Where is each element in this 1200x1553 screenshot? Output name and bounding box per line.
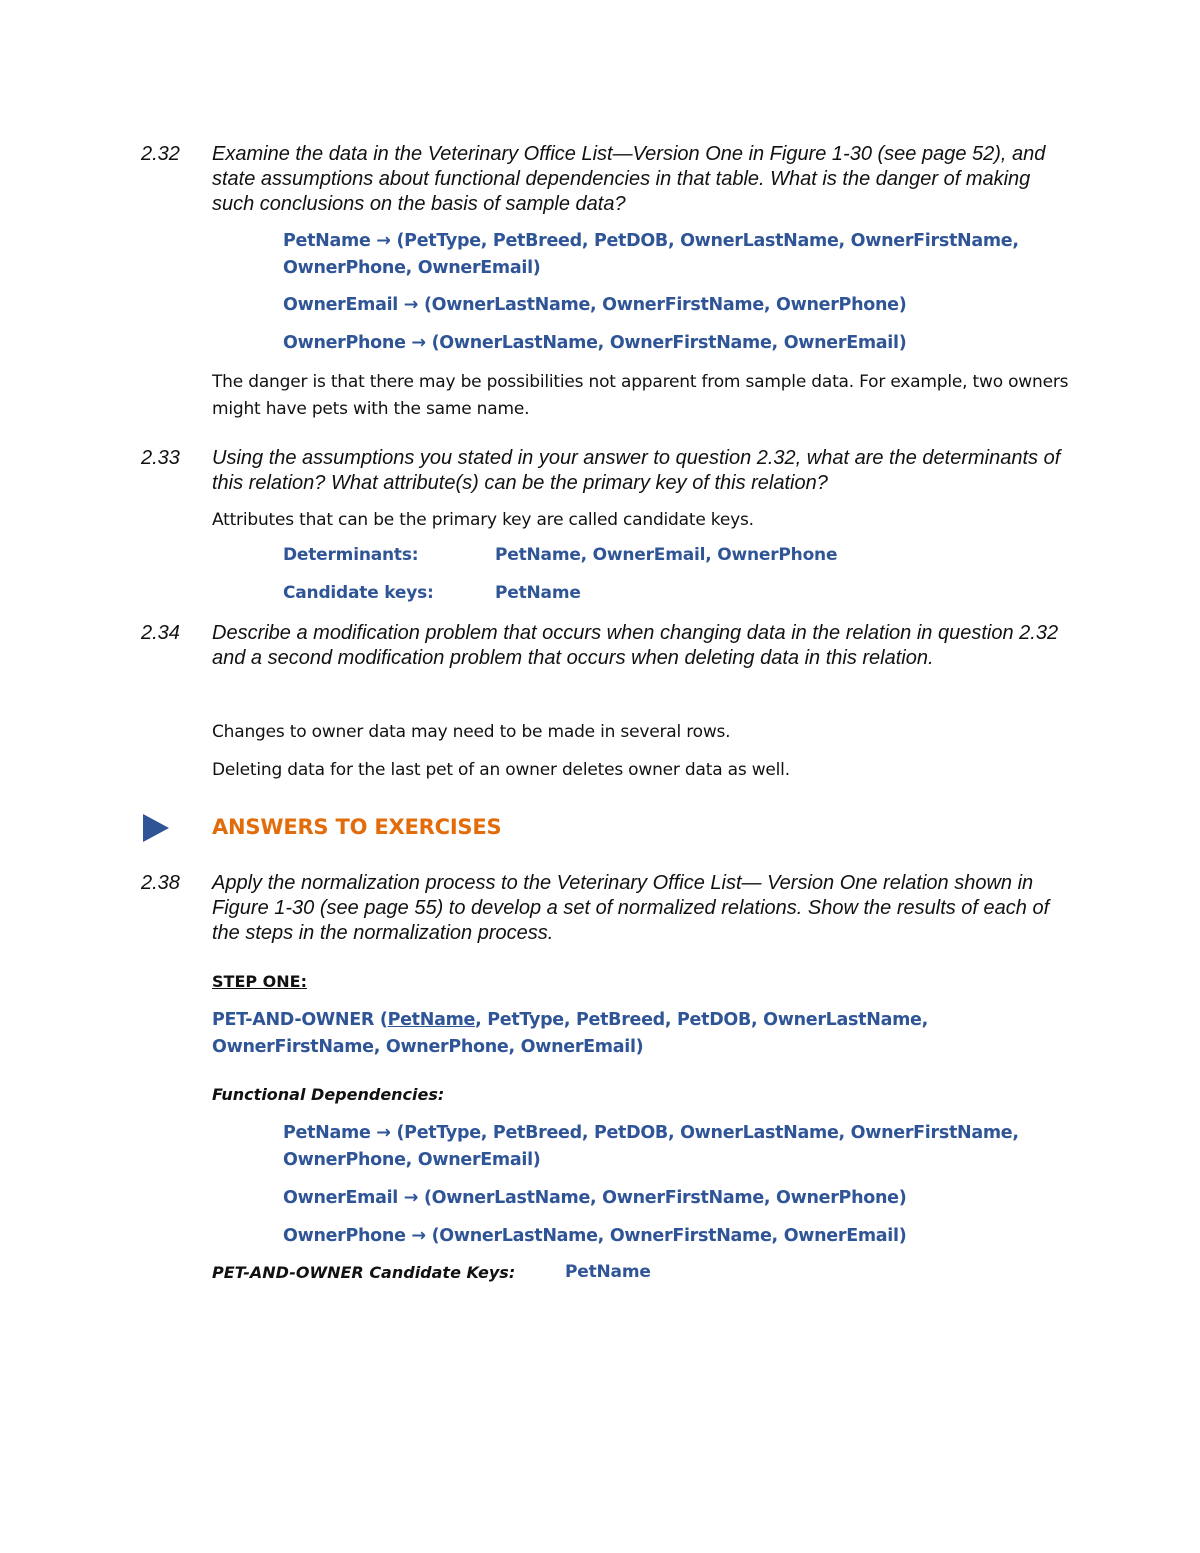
answer-text: Changes to owner data may need to be made in several rows.	[212, 722, 731, 742]
functional-dependencies-label: Functional Dependencies:	[212, 1085, 445, 1104]
primary-key: PetName	[387, 1010, 476, 1030]
relation-definition	[212, 1007, 1072, 1061]
step-heading: STEP ONE:	[212, 972, 307, 991]
relation-name: PET-AND-OWNER (	[212, 1010, 388, 1030]
relation-attributes: , PetType, PetBreed, PetDOB, OwnerLastName, OwnerFirstName, OwnerPhone, OwnerEmail)	[212, 1010, 928, 1057]
triangle-bullet-icon	[143, 814, 169, 842]
question-number: 2.34	[141, 622, 180, 644]
determinants-value: PetName, OwnerEmail, OwnerPhone	[495, 545, 838, 565]
answer-text: Deleting data for the last pet of an owner deletes owner data as well.	[212, 760, 790, 780]
question-text: Examine the data in the Veterinary Office List—Version One in Figure 1-30 (see page 52), and state assumptions about functional dependencies in that table. What is the danger of making such conclusions on the basis of sample data?	[212, 143, 1046, 215]
functional-dependency: OwnerPhone → (OwnerLastName, OwnerFirstName, OwnerEmail)	[283, 1226, 907, 1246]
answer-text: The danger is that there may be possibilities not apparent from sample data. For example, two owners might have pets with the same name.	[212, 372, 1069, 419]
candidate-keys-label: Candidate keys:	[283, 583, 434, 603]
question-text: Apply the normalization process to the Veterinary Office List— Version One relation shown in Figure 1-30 (see page 55) to develop a set of normalized relations. Show the results of each of the steps in the normalization process.	[212, 872, 1050, 944]
functional-dependency: OwnerPhone → (OwnerLastName, OwnerFirstName, OwnerEmail)	[283, 333, 907, 353]
functional-dependency: PetName → (PetType, PetBreed, PetDOB, OwnerLastName, OwnerFirstName, OwnerPhone, OwnerEmail)	[283, 231, 1019, 278]
question-text: Using the assumptions you stated in your answer to question 2.32, what are the determinants of this relation? What attribute(s) can be the primary key of this relation?	[212, 447, 1061, 494]
functional-dependency: OwnerEmail → (OwnerLastName, OwnerFirstName, OwnerPhone)	[283, 295, 907, 315]
section-heading: ANSWERS TO EXERCISES	[212, 815, 502, 839]
functional-dependency: PetName → (PetType, PetBreed, PetDOB, OwnerLastName, OwnerFirstName, OwnerPhone, OwnerEmail)	[283, 1123, 1019, 1170]
determinants-label: Determinants:	[283, 545, 419, 565]
question-number: 2.32	[141, 143, 180, 165]
question-number: 2.38	[141, 872, 180, 894]
functional-dependency: OwnerEmail → (OwnerLastName, OwnerFirstName, OwnerPhone)	[283, 1188, 907, 1208]
question-text: Describe a modification problem that occurs when changing data in the relation in question 2.32 and a second modification problem that occurs when deleting data in this relation.	[212, 622, 1059, 669]
candidate-keys-value: PetName	[565, 1262, 651, 1282]
answer-text: Attributes that can be the primary key are called candidate keys.	[212, 510, 754, 530]
question-number: 2.33	[141, 447, 180, 469]
candidate-keys-value: PetName	[495, 583, 581, 603]
candidate-keys-label: PET-AND-OWNER Candidate Keys:	[212, 1263, 516, 1282]
